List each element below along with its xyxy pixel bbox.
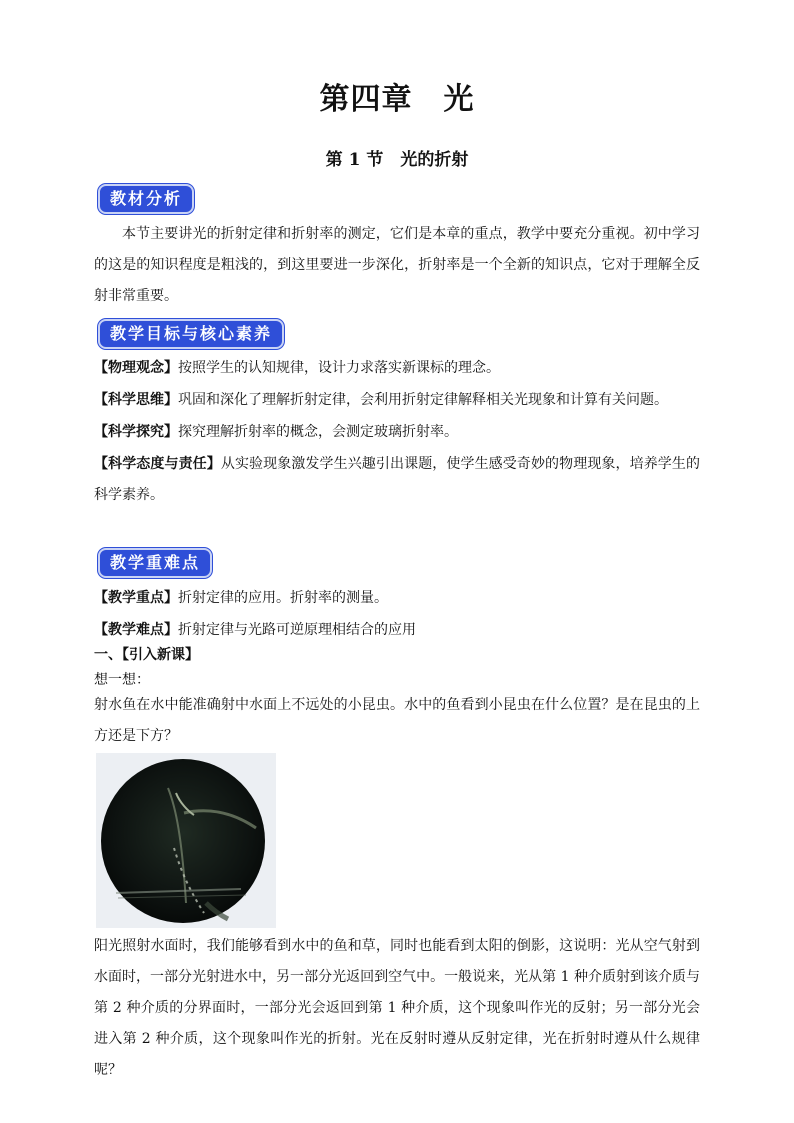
key-point-tag: 【教学重点】 (94, 590, 178, 606)
goal-tag: 【科学思维】 (94, 392, 178, 408)
key-point-item (94, 588, 700, 608)
goal-text: 从实验现象激发学生兴趣引出课题，使学生感受奇妙的物理现象，培养学生的科学素养。 (94, 456, 701, 503)
section-title: 第 1 节 光的折射 (325, 150, 469, 170)
goal-text: 探究理解折射率的概念，会测定玻璃折射率。 (178, 424, 458, 440)
goal-item (94, 390, 700, 410)
question-paragraph: 射水鱼在水中能准确射中水面上不远处的小昆虫。水中的鱼看到小昆虫在什么位置？是在昆虫的上方还是下方？ (94, 697, 700, 744)
archerfish-photo (96, 753, 276, 928)
goal-tag: 【物理观念】 (94, 360, 178, 376)
badge-goals: 教学目标与核心素养 (98, 319, 284, 349)
key-point-tag: 【教学难点】 (94, 622, 178, 638)
key-point-item (94, 620, 700, 640)
goal-tag: 【科学探究】 (94, 424, 178, 440)
goal-text: 按照学生的认知规律，设计力求落实新课标的理念。 (178, 360, 500, 376)
chapter-title: 第四章 光 (319, 82, 475, 117)
key-point-text: 折射定律与光路可逆原理相结合的应用 (178, 622, 416, 638)
goal-item (94, 422, 700, 442)
explanation-paragraph: 阳光照射水面时，我们能够看到水中的鱼和草，同时也能看到太阳的倒影，这说明：光从空气射到水面时，一部分光射进水中，另一部分光返回到空气中。一般说来，光从第 1 种介质射到该介质与第 2 种介质的分界面时，一部分光会返回到第 1 种介质，这个现象叫作光的反射；另一部分光会进入第 2 种介质，这个现象叫作光的折射。光在反射时遵从反射定律，光在折射时遵从什么规律呢？ (94, 938, 700, 1078)
goal-tag: 【科学态度与责任】 (94, 456, 221, 472)
key-point-text: 折射定律的应用。折射率的测量。 (178, 590, 388, 606)
goal-text: 巩固和深化了理解折射定律，会利用折射定律解释相关光现象和计算有关问题。 (178, 392, 668, 408)
think-label: 想一想： (94, 672, 150, 688)
intro-heading: 一、【引入新课】 (94, 647, 199, 663)
goal-item (94, 358, 700, 378)
badge-key-points: 教学重难点 (98, 548, 212, 578)
goal-item (94, 449, 700, 511)
badge-analysis: 教材分析 (98, 184, 194, 214)
analysis-paragraph: 本节主要讲光的折射定律和折射率的测定，它们是本章的重点，教学中要充分重视。初中学习的这是的知识程度是粗浅的，到这里要进一步深化，折射率是一个全新的知识点，它对于理解全反射非常重要。 (94, 226, 700, 304)
